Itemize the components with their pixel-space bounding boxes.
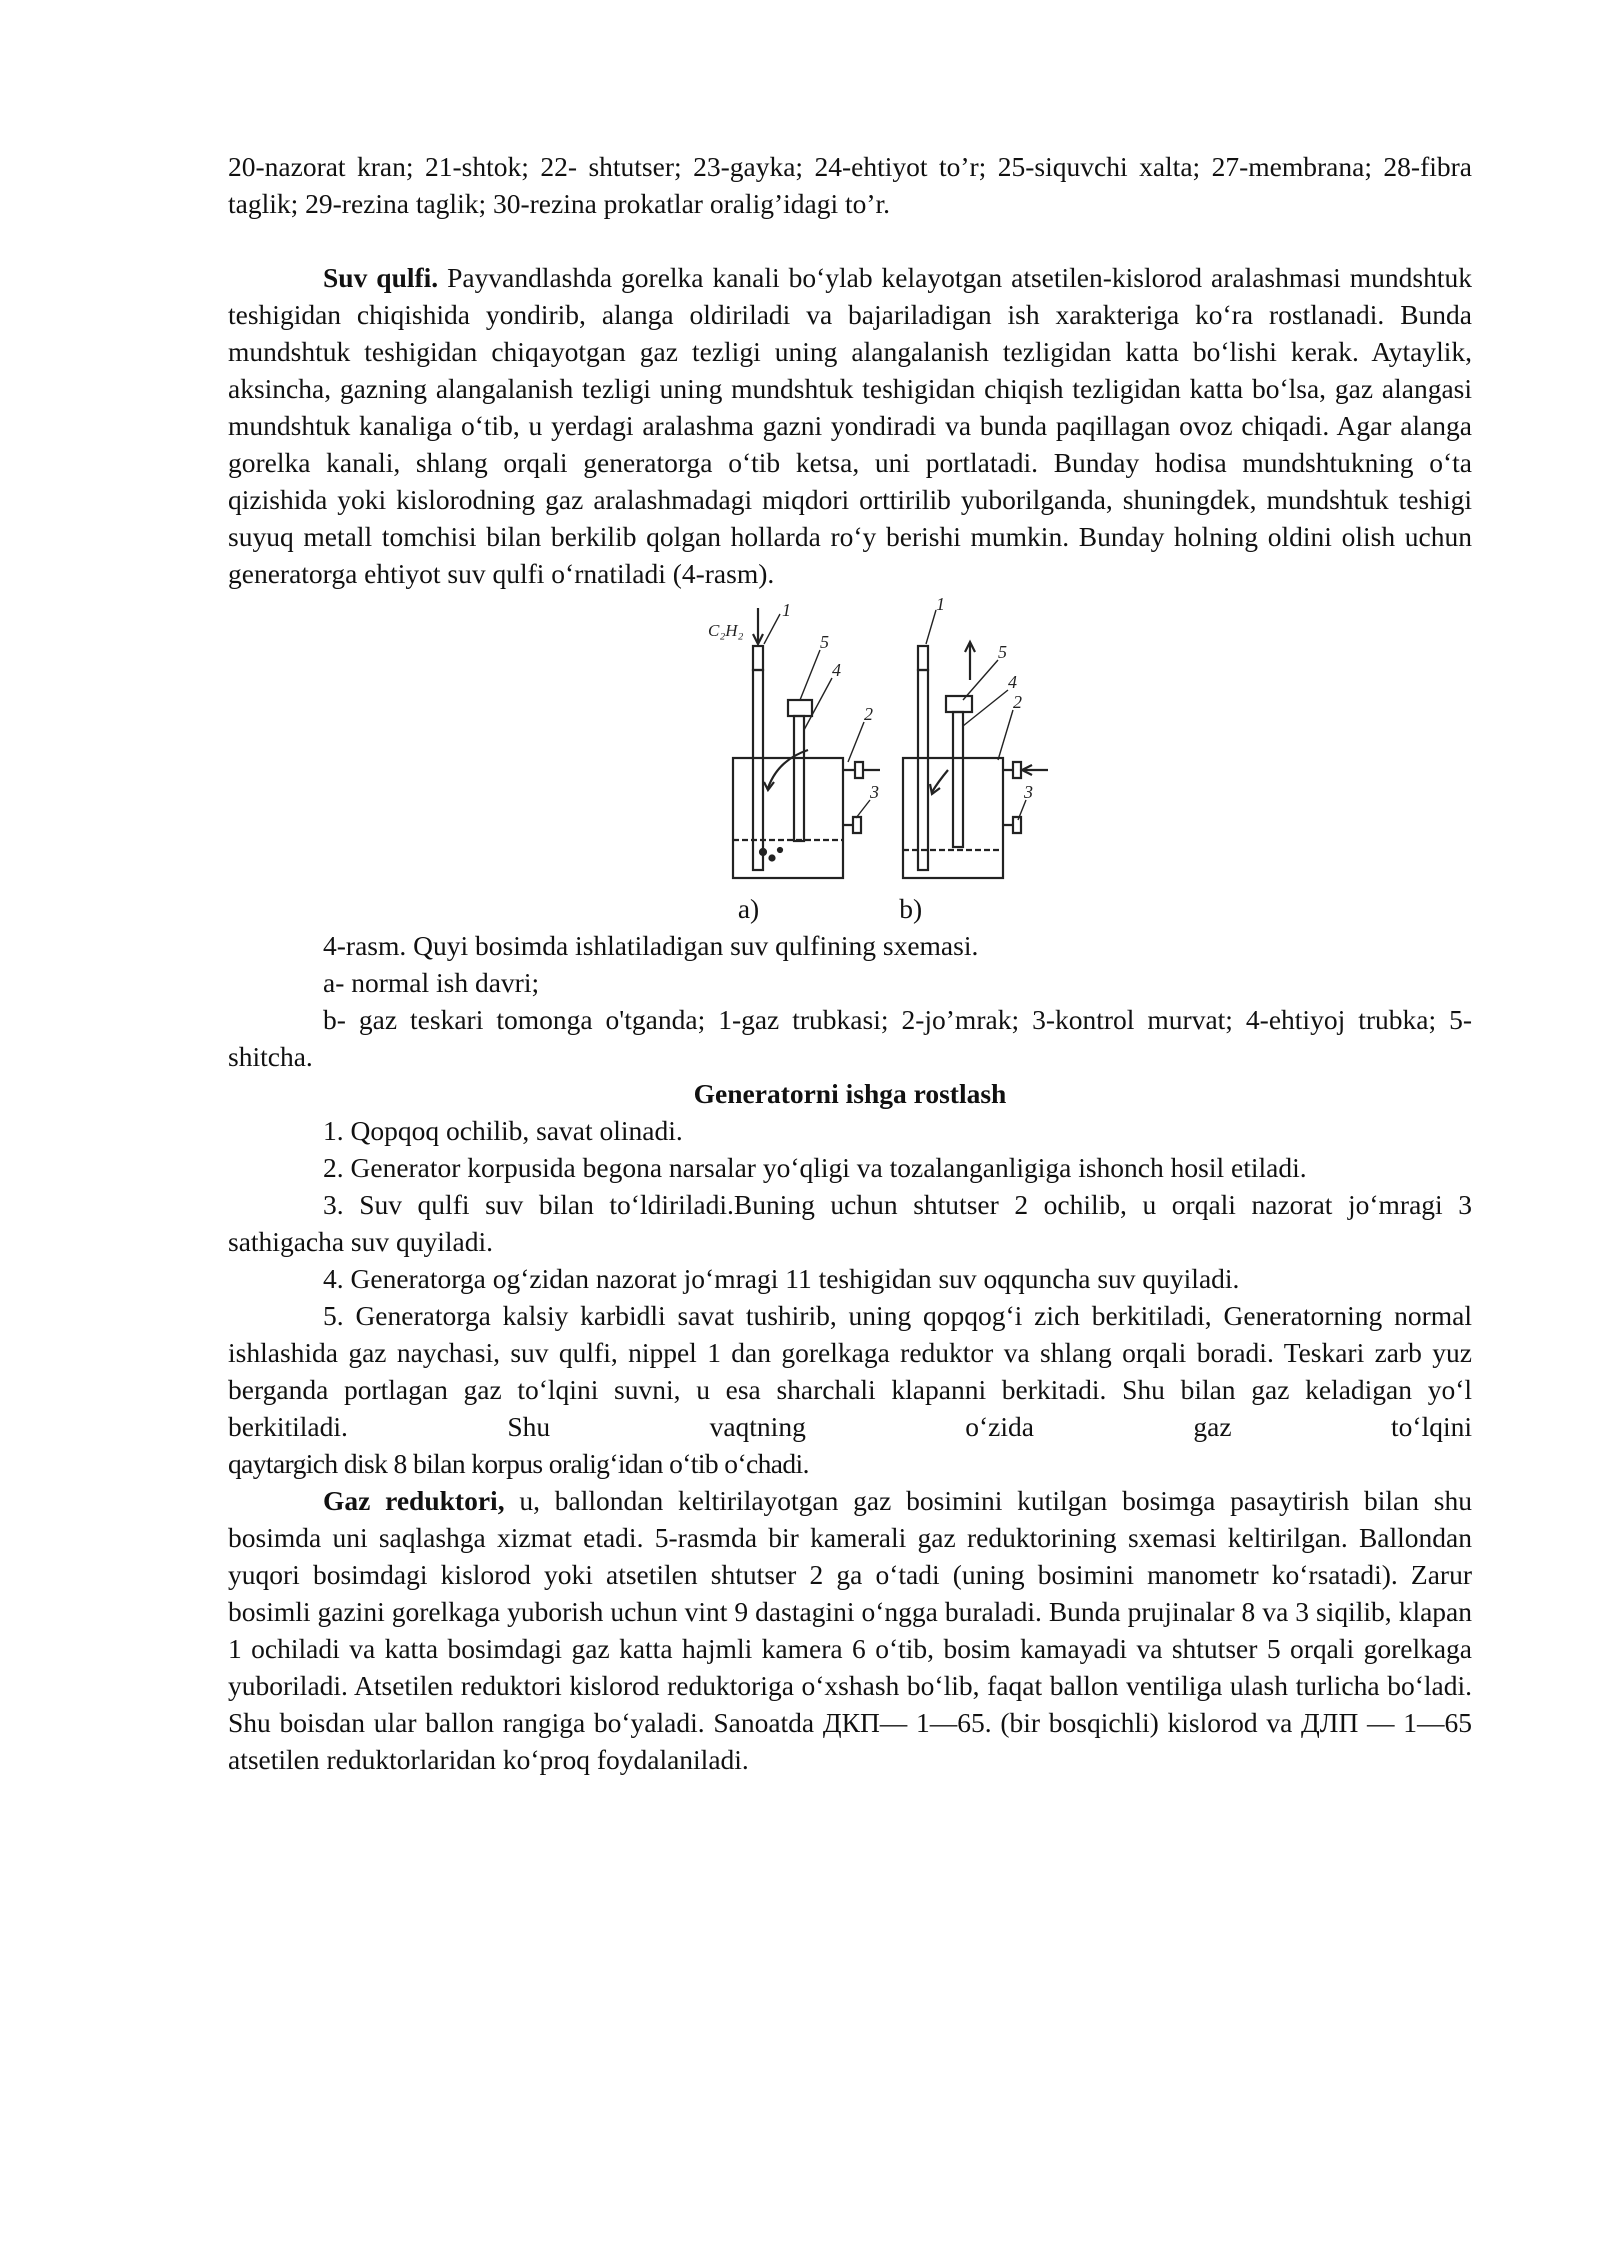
section-heading bbox=[228, 1075, 1472, 1112]
gas-tube-b bbox=[918, 670, 928, 870]
step-4: 4. Generatorga og‘zidan nazorat jo‘mragi 11 teshigidan suv oqquncha suv quyiladi. bbox=[323, 1263, 1240, 1294]
bubble-a bbox=[760, 849, 766, 855]
gas-tube-top-b bbox=[918, 646, 928, 670]
num-1-b: 1 bbox=[936, 594, 945, 614]
leader-1-b bbox=[926, 610, 936, 644]
step-2: 2. Generator korpusida begona narsalar yo‘qligi va tozalanganligiga ishonch hosil etiladi. bbox=[323, 1152, 1307, 1183]
step-1: 1. Qopqoq ochilib, savat olinadi. bbox=[323, 1115, 683, 1146]
num-2-b: 2 bbox=[1013, 692, 1022, 712]
figure-label-b: b) bbox=[899, 893, 923, 924]
bubble-a bbox=[770, 856, 775, 861]
gaz-reduktori-paragraph bbox=[228, 1482, 1472, 1778]
num-4-a: 4 bbox=[832, 660, 841, 680]
valve-2-a bbox=[843, 762, 863, 778]
step-3: 3. Suv qulfi suv bilan to‘ldiriladi.Buning uchun shtutser 2 ochilib, u orqali nazorat jo‘mragi 3 sathigacha suv quyiladi. bbox=[228, 1189, 1472, 1257]
suv-qulfi-paragraph bbox=[228, 259, 1472, 592]
valve-3-a bbox=[843, 817, 861, 833]
bubble-a bbox=[778, 848, 782, 852]
valve-2-b bbox=[1003, 762, 1021, 778]
leader-5-a bbox=[800, 650, 820, 700]
gaz-reduktori-title: Gaz reduktori, bbox=[323, 1485, 505, 1516]
num-4-b: 4 bbox=[1008, 672, 1017, 692]
paragraph-gap bbox=[228, 222, 1472, 259]
figure-caption-a: a- normal ish davri; bbox=[323, 967, 540, 998]
gaz-reduktori-text: u, ballondan keltirilayotgan gaz bosimini kutilgan bosimga pasaytirish bilan shu bosimda uni saqlashga xizmat etadi. 5-rasmda bir kamerali gaz reduktorining sxemasi keltirilgan. Ballondan yuqori bosimdagi kislorod yoki atsetilen shtutser 2 ga o‘tadi (uning bosimini manometr ko‘rsatadi). Zarur bosimli gazini gorelkaga yuborish uchun vint 9 dastagini o‘ngga buraladi. Bunda prujinalar 8 va 3 siqilib, klapan 1 ochiladi va katta bosimdagi gaz katta hajmli kamera 6 o‘tib, bosim kamayadi va shtutser 5 orqali gorelkaga yuboriladi. Atsetilen reduktori kislorod reduktoriga o‘xshash bo‘lib, faqat ballon ventiliga ulash turlicha bo‘ladi. Shu boisdan ular ballon rangiga bo‘yaladi. Sanoatda ДКП— 1—65. (bir bosqichli) kislorod va ДЛП — 1—65 atsetilen reduktorlaridan ko‘proq foydalaniladi. bbox=[228, 1485, 1472, 1775]
leader-5-b bbox=[963, 660, 998, 700]
leader-1-a bbox=[764, 614, 780, 644]
leader-4-a bbox=[804, 678, 832, 730]
section-heading-text: Generatorni ishga rostlash bbox=[693, 1078, 1007, 1109]
figure-caption: 4-rasm. Quyi bosimda ishlatiladigan suv qulfining sxemasi. bbox=[323, 930, 979, 961]
num-2-a: 2 bbox=[864, 704, 873, 724]
gas-label: C₂H₂ bbox=[708, 621, 744, 640]
suv-qulfi-title: Suv qulfi. bbox=[323, 262, 439, 293]
leader-3-a bbox=[856, 800, 870, 818]
vessel-a bbox=[733, 758, 843, 878]
step-5-tail: qaytargich disk 8 bilan korpus oralig‘idan o‘tib o‘chadi. bbox=[228, 1448, 809, 1479]
num-5-b: 5 bbox=[998, 642, 1007, 662]
figure-label-a: a) bbox=[737, 893, 760, 924]
figure-sublabels bbox=[228, 890, 1472, 927]
num-3-a: 3 bbox=[870, 782, 879, 802]
num-1-a: 1 bbox=[782, 600, 791, 620]
suv-qulfi-text: Payvandlashda gorelka kanali bo‘ylab kelayotgan atsetilen-kislorod aralashmasi mundshtuk teshigidan chiqishida yondirib, alanga oldiriladi va bajariladigan ish xarakteriga ko‘ra rostlanadi. Bunda mundshtuk teshigidan chiqayotgan gaz tezligi uning alangalanish tezligidan katta bo‘lishi kerak. Aytaylik, aksincha, gazning alangalanish tezligi uning mundshtuk teshigidan chiqish tezligidan katta bo‘lsa, gaz alangasi mundshtuk kanaliga o‘tib, u yerdagi aralashma gazni yondiradi va bunda paqillagan ovoz chiqadi. Agar alanga gorelka kanali, shlang orqali generatorga o‘tib ketsa, uni portlatadi. Bunday hodisa mundshtukning o‘ta qizishida yoki kislorodning gaz aralashmadagi miqdori orttirilib yuborilganda, shuningdek, mundshtuk teshigi suyuq metall tomchisi bilan berkilib qolgan hollarda ro‘y berishi mumkin. Bunday holning oldini olish uchun generatorga ehtiyot suv qulfi o‘rnatiladi (4-rasm). bbox=[228, 262, 1472, 589]
leader-2-a bbox=[848, 722, 864, 762]
water-seal-diagram bbox=[708, 594, 1033, 890]
num-3-b: 3 bbox=[1024, 782, 1033, 802]
document-page bbox=[228, 148, 1472, 1778]
water-seal-figure bbox=[228, 594, 1472, 890]
shield-a bbox=[788, 700, 812, 716]
num-5-a: 5 bbox=[820, 632, 829, 652]
gas-tube-top-a bbox=[753, 646, 763, 670]
spare-tube-b bbox=[953, 712, 963, 847]
figure-caption-b: b- gaz teskari tomonga o'tganda; 1-gaz trubkasi; 2-jo’mrak; 3-kontrol murvat; 4-ehtiyoj trubka; 5-shitcha. bbox=[228, 1004, 1472, 1072]
shield-b bbox=[946, 696, 972, 712]
step-5: 5. Generatorga kalsiy karbidli savat tushirib, uning qopqog‘i zich berkitiladi, Generatorning normal ishlashida gaz naychasi, suv qulfi, nippel 1 dan gorelkaga reduktor va shlang orqali boradi. Teskari zarb yuz berganda portlagan gaz to‘lqini suvni, u esa sharchali klapanni berkitadi. Shu bilan gaz keladigan yo‘l berkitiladi. Shu vaqtning o‘zida gaz to‘lqini bbox=[228, 1300, 1472, 1442]
spare-tube-a bbox=[794, 716, 804, 841]
leader-2-b bbox=[998, 710, 1013, 760]
parts-list-paragraph: 20-nazorat kran; 21-shtok; 22- shtutser; 23-gayka; 24-ehtiyot to’r; 25-siquvchi xalta; 27-membrana; 28-fibra taglik; 29-rezina taglik; 30-rezina prokatlar oralig’idagi to’r. bbox=[228, 151, 1472, 219]
